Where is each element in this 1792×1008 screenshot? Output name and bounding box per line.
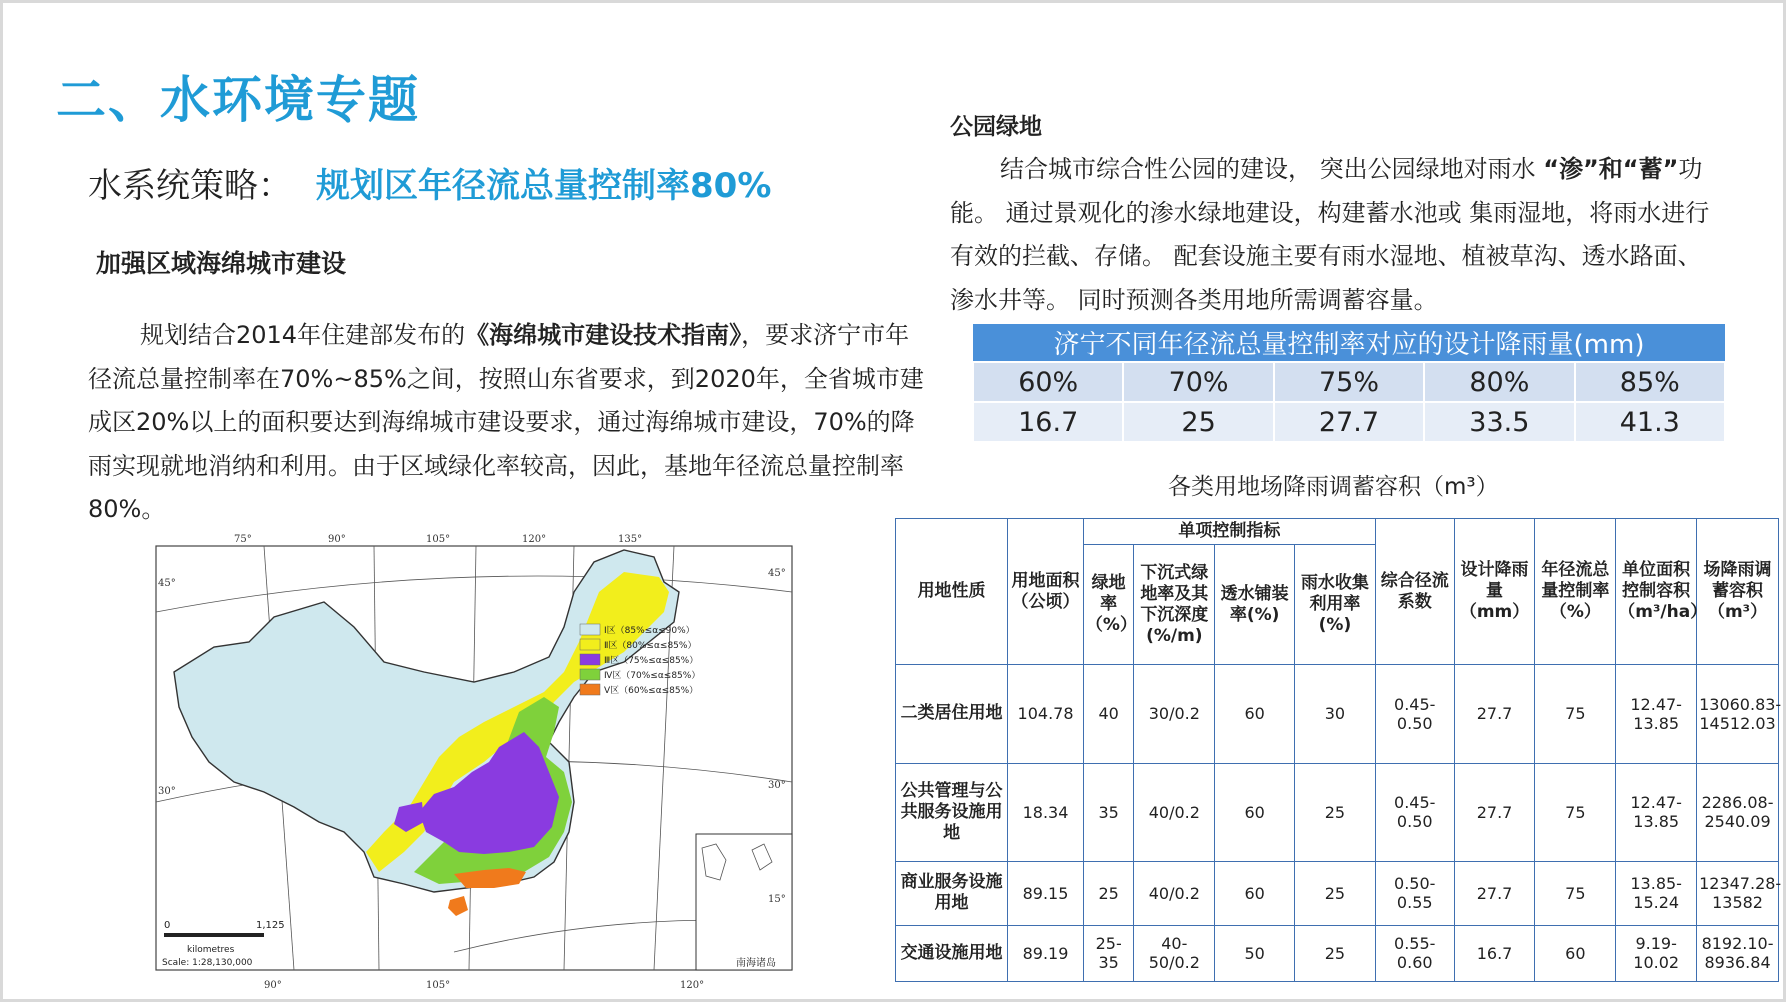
header-design-rain: 设计降雨量（mm） xyxy=(1454,519,1535,665)
rate-cell: 60% xyxy=(973,362,1123,402)
harvest-cell: 30 xyxy=(1295,665,1376,763)
volume-cell xyxy=(1697,665,1782,763)
volume-cell xyxy=(1697,925,1779,981)
strategy-label: 水系统策略： xyxy=(88,166,292,206)
rainfall-cell: 25 xyxy=(1123,402,1273,442)
lon-bottom-label: 120° xyxy=(680,980,705,991)
unit-volume-max: 15.24 xyxy=(1633,893,1680,913)
left-paragraph xyxy=(88,314,926,532)
unit-volume-cell xyxy=(1616,861,1697,925)
design-rain-cell: 16.7 xyxy=(1454,925,1535,981)
page-title: 二、水环境专题 xyxy=(56,71,420,129)
green-cell: 25-35 xyxy=(1083,925,1134,981)
legend-swatch-3 xyxy=(580,654,600,665)
header-unit-volume: 单位面积控制容积（m³/ha） xyxy=(1616,519,1697,665)
lon-top-label: 135° xyxy=(618,534,643,545)
header-harvest: 雨水收集利用率(%) xyxy=(1295,545,1376,665)
right-para-b: 功能。 通过景观化的渗水绿地建设，构建蓄水池或 集雨湿地，将雨水进行有效的拦截、存储。 配套设施主要有雨水湿地、植被草沟、透水路面、渗水井等。 同时预测各类用地所需调蓄容量。 xyxy=(950,155,1710,314)
coef-cell: 0.55-0.60 xyxy=(1375,925,1454,981)
coef-cell: 0.50-0.55 xyxy=(1375,861,1454,925)
unit-volume-cell xyxy=(1616,925,1697,981)
header-coef: 综合径流系数 xyxy=(1375,519,1454,665)
harvest-cell: 25 xyxy=(1295,925,1376,981)
coef-cell: 0.45-0.50 xyxy=(1375,763,1454,861)
right-paragraph xyxy=(950,148,1710,322)
legend-swatch-2 xyxy=(580,639,600,650)
header-sunken: 下沉式绿地率及其下沉深度(%/m) xyxy=(1134,545,1215,665)
permeable-cell: 60 xyxy=(1215,861,1295,925)
right-para-bold: “渗”和“蓄” xyxy=(1543,155,1679,183)
green-cell: 35 xyxy=(1083,763,1134,861)
volume-max: 8936.84 xyxy=(1704,953,1771,973)
header-use: 用地性质 xyxy=(896,519,1008,665)
lat-right-label: 30° xyxy=(768,780,786,791)
unit-volume-min: 13.85- xyxy=(1630,874,1682,894)
rainfall-cell: 41.3 xyxy=(1575,402,1725,442)
header-group: 单项控制指标 xyxy=(1083,519,1375,545)
lat-right-label: 15° xyxy=(768,894,786,905)
table-row xyxy=(896,763,1779,861)
volume-cell xyxy=(1697,861,1782,925)
sunken-cell: 40/0.2 xyxy=(1134,861,1215,925)
unit-volume-min: 9.19- xyxy=(1635,934,1677,954)
legend-swatch-1 xyxy=(580,624,600,635)
area-cell: 18.34 xyxy=(1008,763,1084,861)
control-rate-cell: 75 xyxy=(1535,861,1616,925)
legend-swatch-4 xyxy=(580,669,600,680)
volume-cell xyxy=(1697,763,1779,861)
use-cell: 商业服务设施用地 xyxy=(896,861,1008,925)
unit-volume-cell xyxy=(1616,763,1697,861)
left-para-a: 规划结合2014年住建部发布的 xyxy=(140,321,466,349)
lon-top-label: 120° xyxy=(522,534,547,545)
design-rain-cell: 27.7 xyxy=(1454,763,1535,861)
volume-max: 14512.03 xyxy=(1699,713,1776,733)
coef-cell: 0.45-0.50 xyxy=(1375,665,1454,763)
design-rain-cell: 27.7 xyxy=(1454,665,1535,763)
volume-min: 8192.10- xyxy=(1701,934,1774,954)
legend-swatch-5 xyxy=(580,684,600,695)
volume-table xyxy=(895,518,1782,982)
harvest-cell: 25 xyxy=(1295,861,1376,925)
inset-label: 南海诸岛 xyxy=(736,958,776,969)
rainfall-cell: 27.7 xyxy=(1274,402,1424,442)
volume-min: 12347.28- xyxy=(1699,874,1782,894)
rate-cell: 75% xyxy=(1274,362,1424,402)
lon-top-label: 105° xyxy=(426,534,451,545)
map-legend xyxy=(580,624,700,696)
scale-text: Scale: 1:28,130,000 xyxy=(162,958,253,968)
scale-bar-line xyxy=(164,933,264,937)
right-heading: 公园绿地 xyxy=(950,114,1042,140)
harvest-cell: 25 xyxy=(1295,763,1376,861)
header-area: 用地面积（公顷） xyxy=(1008,519,1084,665)
lon-top-label: 75° xyxy=(234,534,252,545)
unit-volume-max: 13.85 xyxy=(1633,713,1680,733)
area-cell: 104.78 xyxy=(1008,665,1084,763)
unit-volume-max: 10.02 xyxy=(1633,953,1680,973)
header-control-rate: 年径流总量控制率（%） xyxy=(1535,519,1616,665)
sunken-cell: 40/0.2 xyxy=(1134,763,1215,861)
lat-left-label: 30° xyxy=(158,786,176,797)
rate-cell: 80% xyxy=(1424,362,1574,402)
rainfall-row xyxy=(973,402,1725,442)
table-row xyxy=(896,665,1779,763)
table-row xyxy=(896,925,1779,981)
lon-top-label: 90° xyxy=(328,534,346,545)
volume-max: 2540.09 xyxy=(1704,812,1771,832)
area-cell: 89.15 xyxy=(1008,861,1084,925)
rate-cell: 70% xyxy=(1123,362,1273,402)
table-row xyxy=(896,861,1779,925)
unit-volume-min: 12.47- xyxy=(1630,793,1682,813)
rate-row xyxy=(973,362,1725,402)
left-para-b: ，要求济宁市年径流总量控制率在70%~85%之间，按照山东省要求，到2020年，全省城市建成区20%以上的面积要达到海绵城市建设要求，通过海绵城市建设，70%的降雨实现就地消纳和利用。由于区域绿化率较高，因此，基地年径流总量控制率80%。 xyxy=(88,321,924,523)
unit-volume-max: 13.85 xyxy=(1633,812,1680,832)
left-heading: 加强区域海绵城市建设 xyxy=(96,249,347,278)
sunken-cell: 40-50/0.2 xyxy=(1134,925,1215,981)
control-rate-cell: 75 xyxy=(1535,763,1616,861)
lon-bottom-label: 90° xyxy=(264,980,282,991)
permeable-cell: 60 xyxy=(1215,763,1295,861)
rainfall-table xyxy=(972,324,1726,443)
use-cell: 二类居住用地 xyxy=(896,665,1008,763)
volume-min: 13060.83- xyxy=(1699,694,1782,714)
design-rain-cell: 27.7 xyxy=(1454,861,1535,925)
header-volume: 场降雨调蓄容积（m³） xyxy=(1697,519,1779,665)
use-cell: 公共管理与公共服务设施用地 xyxy=(896,763,1008,861)
lon-bottom-label: 105° xyxy=(426,980,451,991)
rainfall-cell: 16.7 xyxy=(973,402,1123,442)
green-cell: 25 xyxy=(1083,861,1134,925)
legend-label-1: Ⅰ区（85%≤α≤90%） xyxy=(604,626,695,636)
strategy-highlight: 规划区年径流总量控制率80% xyxy=(316,166,772,206)
china-zoning-map xyxy=(154,532,804,992)
scale-max: 1,125 xyxy=(256,920,285,931)
rate-cell: 85% xyxy=(1575,362,1725,402)
use-cell: 交通设施用地 xyxy=(896,925,1008,981)
scale-zero: 0 xyxy=(164,920,171,931)
legend-label-3: Ⅲ区（75%≤α≤85%） xyxy=(604,656,699,666)
header-green: 绿地率（%） xyxy=(1083,545,1134,665)
control-rate-cell: 75 xyxy=(1535,665,1616,763)
rainfall-cell: 33.5 xyxy=(1424,402,1574,442)
green-cell: 40 xyxy=(1083,665,1134,763)
control-rate-cell: 60 xyxy=(1535,925,1616,981)
permeable-cell: 50 xyxy=(1215,925,1295,981)
lat-right-label: 45° xyxy=(768,568,786,579)
unit-volume-min: 12.47- xyxy=(1630,694,1682,714)
permeable-cell: 60 xyxy=(1215,665,1295,763)
volume-table-caption: 各类用地场降雨调蓄容积（m³） xyxy=(1168,474,1499,500)
right-para-a: 结合城市综合性公园的建设， 突出公园绿地对雨水 xyxy=(1000,155,1544,183)
strategy-line xyxy=(88,158,771,207)
legend-label-2: Ⅱ区（80%≤α≤85%） xyxy=(604,641,697,651)
volume-min: 2286.08- xyxy=(1701,793,1774,813)
legend-label-4: Ⅳ区（70%≤α≤85%） xyxy=(604,671,701,681)
scale-unit: kilometres xyxy=(187,945,235,955)
sunken-cell: 30/0.2 xyxy=(1134,665,1215,763)
volume-max: 13582 xyxy=(1712,893,1763,913)
area-cell: 89.19 xyxy=(1008,925,1084,981)
lat-left-label: 45° xyxy=(158,578,176,589)
legend-label-5: Ⅴ区（60%≤α≤85%） xyxy=(604,686,699,696)
rainfall-table-title: 济宁不同年径流总量控制率对应的设计降雨量(mm) xyxy=(973,324,1725,362)
unit-volume-cell xyxy=(1616,665,1697,763)
guide-title: 《海绵城市建设技术指南》 xyxy=(465,321,742,349)
header-permeable: 透水铺装率(%) xyxy=(1215,545,1295,665)
